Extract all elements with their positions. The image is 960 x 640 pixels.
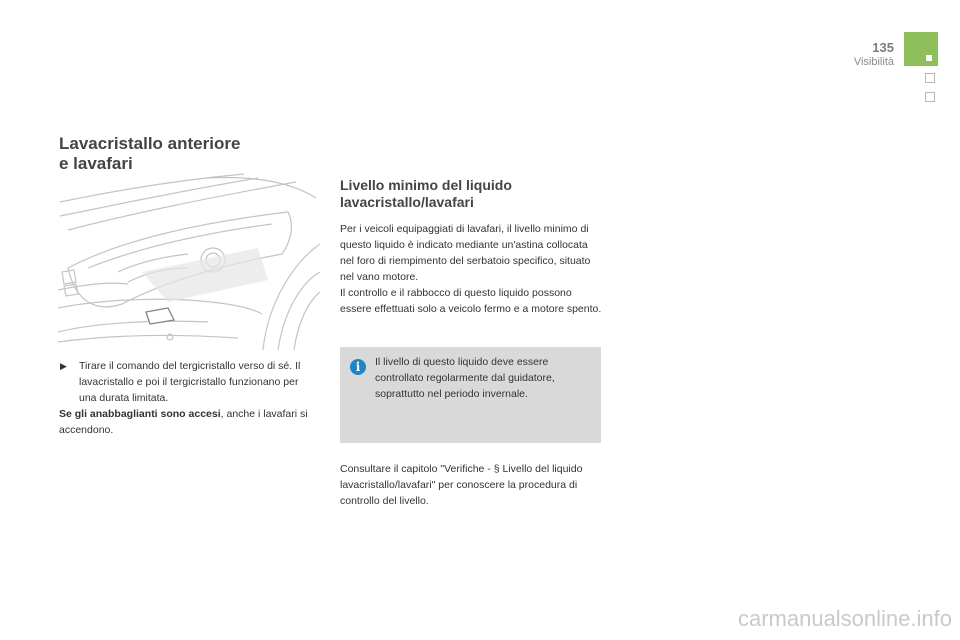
section-name: Visibilità <box>853 56 894 68</box>
headlamp-note-bold: Se gli anabbaglianti sono accesi <box>59 408 221 420</box>
section-tab[interactable] <box>925 73 935 83</box>
info-text: Il livello di questo liquido deve essere controllato regolarmente dal guidatore, soprattutto nel periodo invernale. <box>375 356 555 400</box>
info-icon: i <box>350 359 366 375</box>
paragraph: Per i veicoli equipaggiati di lavafari, il livello minimo di questo liquido è indicato mediante un'astina collocata nel foro di riempimento del serbatoio specifico, situato nel vano motore. <box>340 223 591 283</box>
section-heading-line1: Livello minimo del liquido <box>340 177 512 193</box>
page-title-line2: e lavafari <box>59 154 133 173</box>
watermark: carmanualsonline.info <box>737 606 952 631</box>
headlamp-washer-illustration <box>58 172 320 350</box>
headlamp-note-text: , anche i lavafari si accendono. <box>59 408 308 436</box>
section-heading-line2: lavacristallo/lavafari <box>340 194 474 210</box>
page-title <box>59 134 319 174</box>
instruction-text: Tirare il comando del tergicristallo verso di sé. Il lavacristallo e poi il tergicristallo funzionano per una durata limitata. <box>79 360 301 404</box>
section-heading <box>340 177 610 211</box>
section-tab[interactable] <box>925 92 935 102</box>
reference-note: Consultare il capitolo "Verifiche - § Livello del liquido lavacristallo/lavafari" per conoscere la procedura di controllo del livello. <box>340 463 583 507</box>
info-box <box>340 347 601 443</box>
level-description <box>340 221 602 317</box>
instruction-block <box>59 358 309 438</box>
page-number: 135 <box>872 40 894 55</box>
instruction-item <box>59 358 309 406</box>
headlamp-note <box>59 406 309 438</box>
section-tab-active[interactable] <box>904 32 938 66</box>
page-title-line1: Lavacristallo anteriore <box>59 134 241 153</box>
tab-marker-icon <box>926 55 932 61</box>
arrow-bullet-icon: ▶ <box>60 361 67 371</box>
paragraph: Il controllo e il rabbocco di questo liquido possono essere effettuati solo a veicolo fermo e a motore spento. <box>340 287 602 315</box>
